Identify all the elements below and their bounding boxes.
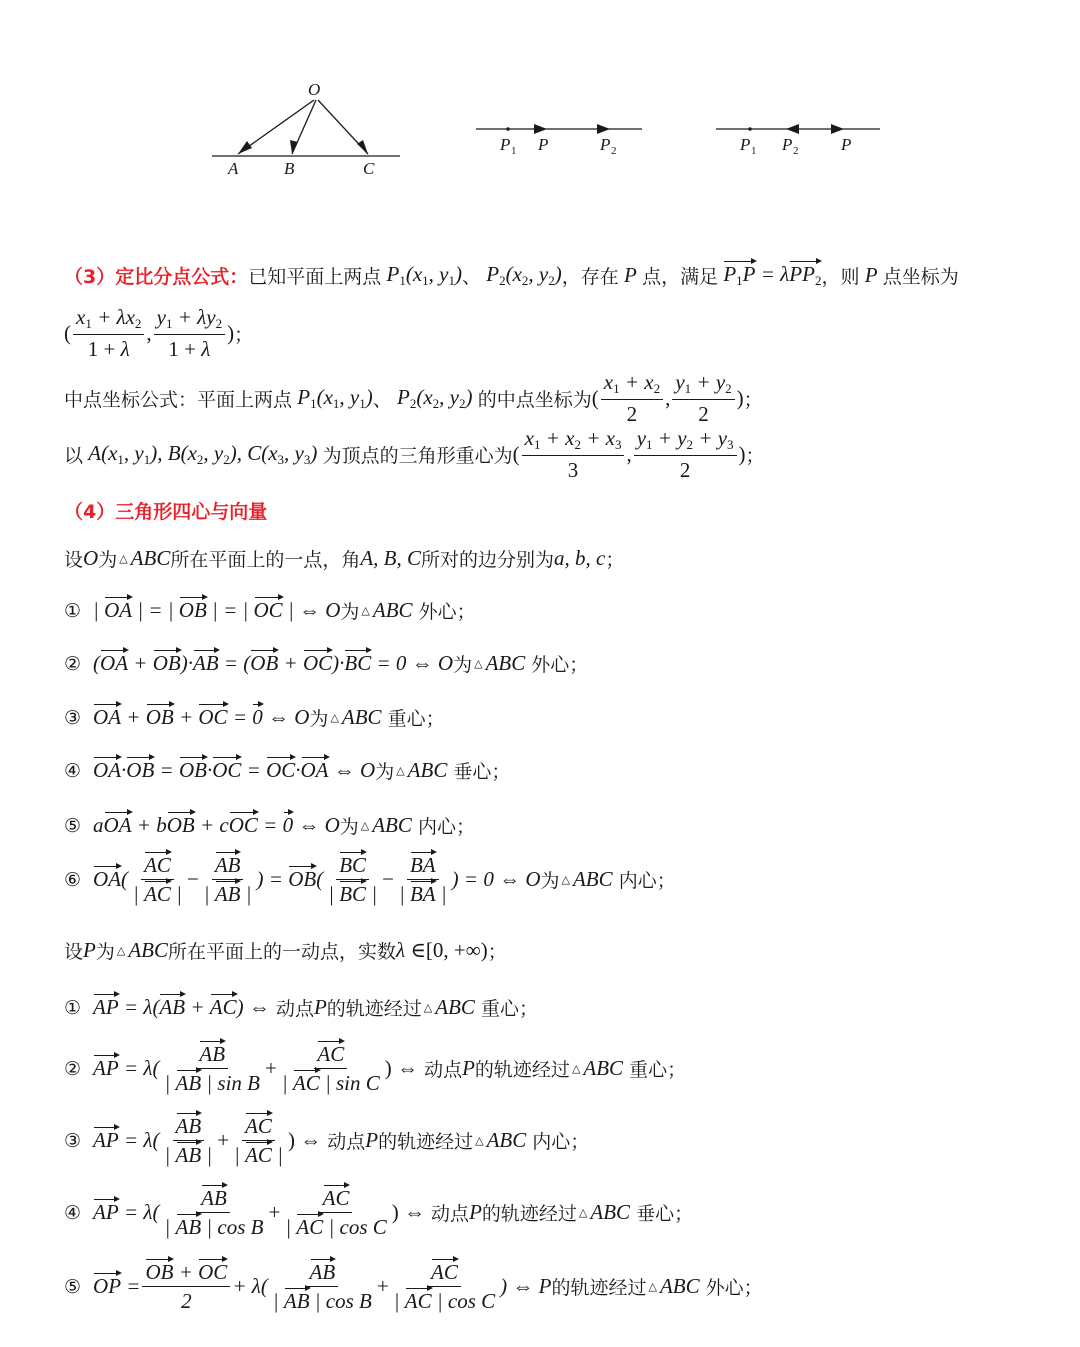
number: ② (64, 1057, 82, 1080)
number: ① (64, 996, 82, 1019)
moving-item-4: ④ AP = λ( $\frac{AB}{\text{| AB | cos B}}$ + $\frac{AC}{\text{| AC | cos C}}$ ) ⇔ 动点 P 的轨迹经过 △ ABC 垂心； (64, 1186, 694, 1240)
text: 动点 (424, 1059, 463, 1082)
text: 设 (64, 941, 84, 963)
number: ⑤ (64, 1275, 82, 1298)
text: 、 (461, 266, 481, 288)
text: 重心； (480, 998, 538, 1020)
number: ⑤ (64, 814, 82, 837)
label-P1-sub: 1 (751, 145, 757, 157)
text: 重心； (387, 708, 445, 730)
label-C: C (363, 159, 375, 178)
section4-title: （4）三角形四心与向量 (64, 501, 268, 523)
label-P: P (841, 135, 852, 154)
text: ，则 (821, 266, 860, 288)
number: ③ (64, 1129, 82, 1152)
moving-item-5: ⑤ OP = $\frac{OB + OC}{2}$ + λ( $\frac{AB}{\text{| AB | cos B}}$ + $\frac{AC}{\text{| AC | cos C}}$ ) ⇔ P 的轨迹经过 △ ABC 外心； (64, 1260, 763, 1314)
text: 的中点坐标为 (477, 388, 592, 411)
number: ③ (64, 706, 82, 729)
label-P2: P (600, 135, 611, 154)
item-circumcenter-2: ② (OA + OB)·AB = (OB + OC)·BC = 0 ⇔ O 为 △ ABC 外心； (64, 651, 589, 676)
number: ① (64, 599, 82, 622)
item-incenter-2: ⑥ OA( $\frac{AC}{| AC |}$ − $\frac{AB}{| AB |}$ ) = OB( $\frac{BC}{| BC |}$ − $\frac{BA}{| BA |}$ ) = 0 ⇔ O 为 △ ABC 内心； (64, 853, 676, 907)
text: 内心； (618, 870, 676, 893)
number: ④ (64, 1201, 82, 1224)
text: 设 (64, 549, 84, 571)
section3-line1: （3）定比分点公式： 已知平面上两点 $P_1(x_1$, $y_1$) 、 $P_2(x_2$, $y_2$) ，存在 P 点，满足 $P_1P = \lambda PP_2$ ，则 P 点坐标为 (64, 262, 959, 288)
text: ； (605, 549, 625, 571)
figure-external-division (710, 110, 890, 160)
number: ④ (64, 759, 82, 782)
text: 为 (309, 708, 329, 730)
text: 的轨迹经过 (481, 1203, 577, 1226)
text: 所在平面上的一动点，实数 (168, 941, 397, 963)
text: 以 (64, 444, 84, 467)
text: 的轨迹经过 (326, 998, 422, 1020)
text: 为 (98, 549, 118, 571)
text: ； (743, 388, 763, 411)
text: ； (234, 323, 254, 346)
text: 的轨迹经过 (551, 1277, 647, 1300)
text: 的轨迹经过 (474, 1059, 570, 1082)
midpoint-formula: 中点坐标公式：平面上两点 $P_1(x_1$, $y_1$) 、 $P_2(x_2$, $y_2$) 的中点坐标为 ( $\frac{x_1 + x_2}{2}$ , $\frac{y_1 + y_2}{2}$ ) ； (64, 370, 763, 426)
label-O: O (308, 80, 321, 99)
text: 内心； (532, 1131, 590, 1154)
text: 垂心； (453, 761, 511, 783)
text: 中点坐标公式：平面上两点 (64, 388, 293, 411)
text: ； (745, 444, 765, 467)
text: 内心； (417, 816, 475, 838)
text: 为 (339, 816, 359, 838)
text: 点，满足 (642, 266, 719, 288)
label-P2-sub: 2 (793, 145, 799, 157)
item-centroid: ③ OA + OB + OC = 0 ⇔ O 为 △ ABC 重心； (64, 705, 445, 730)
text: ； (487, 941, 507, 963)
text: 外心； (705, 1277, 763, 1300)
text: 为 (540, 870, 560, 893)
number: ⑥ (64, 868, 82, 891)
text: 动点 (431, 1203, 470, 1226)
section4-setup: 设 O 为 △ ABC 所在平面上的一点，角 A, B, C 所对的边分别为 a, b, c ； (64, 546, 625, 571)
text: 所在平面上的一点，角 (170, 549, 361, 571)
label-B: B (284, 159, 295, 178)
label-P1: P (740, 135, 751, 154)
text: 外心； (418, 601, 476, 623)
number: ② (64, 652, 82, 675)
text: 的轨迹经过 (378, 1131, 474, 1154)
label-P: P (538, 135, 549, 154)
text: 、 (372, 388, 392, 411)
text: 所对的边分别为 (421, 549, 555, 571)
text: 已知平面上两点 (248, 266, 382, 288)
section3-heading: （3）定比分点公式： (64, 266, 249, 288)
text: 重心； (629, 1059, 687, 1082)
section3-formula: ( $\frac{x_1 + \lambda x_2}{1 + \lambda}$ , $\frac{y_1 + \lambda y_2}{1 + \lambda}$ ) ； (64, 305, 254, 361)
item-circumcenter-1: ① | OA | = | OB | = | OC | ⇔ O 为 △ ABC 外心； (64, 598, 476, 623)
moving-item-1: ① AP = λ(AB + AC) ⇔ 动点 P 的轨迹经过 △ ABC 重心； (64, 995, 538, 1020)
item-incenter-1: ⑤ aOA + bOB + cOC = 0 ⇔ O 为 △ ABC 内心； (64, 813, 475, 838)
item-orthocenter: ④ OA·OB = OB·OC = OC·OA ⇔ O 为 △ ABC 垂心； (64, 758, 511, 783)
label-P1-sub: 1 (511, 145, 517, 157)
text: 为 (453, 654, 473, 676)
label-P1: P (500, 135, 511, 154)
text: 垂心； (636, 1203, 694, 1226)
text: 为 (340, 601, 360, 623)
label-A: A (228, 159, 239, 178)
label-P2: P (782, 135, 793, 154)
text: 点坐标为 (882, 266, 959, 288)
text: 动点 (275, 998, 314, 1020)
text: 为顶点的三角形重心为 (322, 444, 513, 467)
text: 为 (95, 941, 115, 963)
figure-internal-division (470, 110, 650, 160)
text: 外心； (531, 654, 589, 676)
section4-heading (64, 497, 267, 524)
text: 动点 (327, 1131, 366, 1154)
centroid-formula: 以 $A(x_1$, $y_1$), $B(x_2$, $y_2$), $C(x_3$, $y_3$) 为顶点的三角形重心为 ( $\frac{x_1 + x_2 + x_3}{3}$ , $\frac{y_1 + y_2 + y_3}{2}$ ) ； (64, 426, 765, 482)
text: 为 (375, 761, 395, 783)
moving-item-3: ③ AP = λ( $\frac{AB}{| AB |}$ + $\frac{AC}{| AC |}$ ) ⇔ 动点 P 的轨迹经过 △ ABC 内心； (64, 1114, 590, 1168)
figure-vectors-from-O (200, 70, 420, 190)
moving-point-setup: 设 P 为 △ ABC 所在平面上的一动点，实数 λ ∈ [0, +∞) ； (64, 938, 507, 963)
text: ，存在 (561, 266, 619, 288)
moving-item-2: ② AP = λ( $\frac{AB}{\text{| AB | sin B}}$ + $\frac{AC}{\text{| AC | sin C}}$ ) ⇔ 动点 P 的轨迹经过 △ ABC 重心； (64, 1042, 687, 1096)
label-P2-sub: 2 (611, 145, 617, 157)
